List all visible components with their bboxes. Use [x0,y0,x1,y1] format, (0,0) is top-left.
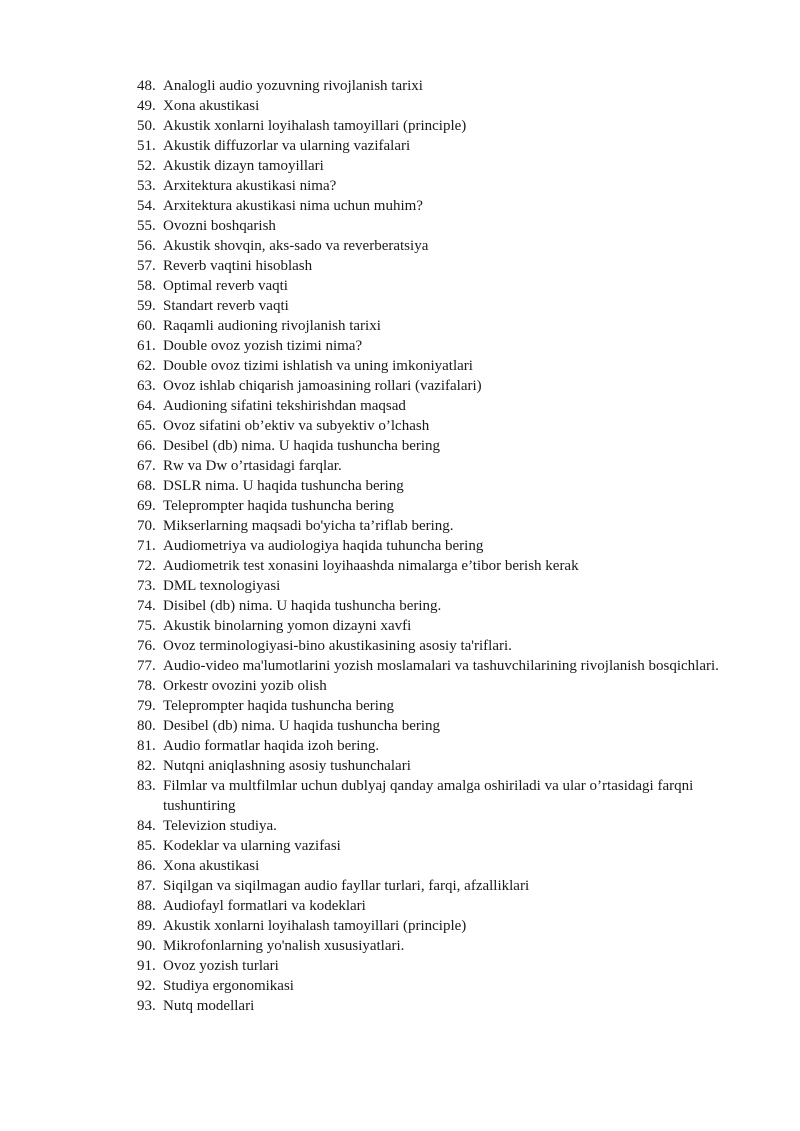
item-text: Akustik shovqin, aks-sado va reverberatsiya [163,238,429,254]
item-text: Mikrofonlarning yo'nalish xususiyatlari. [163,938,405,954]
item-number: 50. [137,118,156,134]
item-number: 74. [137,598,156,614]
item-text: Filmlar va multfilmlar uchun dublyaj qanday amalga oshiriladi va ular o’rtasidagi farqni tushuntiring [163,778,694,814]
item-number: 58. [137,278,156,294]
item-number: 60. [137,318,156,334]
item-text: Audiometriya va audiologiya haqida tuhuncha bering [163,538,484,554]
list-item [137,656,747,676]
item-number: 75. [137,618,156,634]
list-item [137,116,747,136]
item-number: 91. [137,958,156,974]
list-item [137,456,747,476]
item-number: 72. [137,558,156,574]
list-item [137,396,747,416]
item-text: Ovoz terminologiyasi-bino akustikasining asosiy ta'riflari. [163,638,512,654]
item-text: Rw va Dw o’rtasidagi farqlar. [163,458,342,474]
list-item [137,916,747,936]
item-number: 86. [137,858,156,874]
list-item [137,636,747,656]
item-text: Akustik dizayn tamoyillari [163,158,324,174]
item-number: 63. [137,378,156,394]
list-item [137,716,747,736]
item-text: Studiya ergonomikasi [163,978,294,994]
item-text: Ovoz ishlab chiqarish jamoasining rollari (vazifalari) [163,378,482,394]
item-number: 87. [137,878,156,894]
item-text: Orkestr ovozini yozib olish [163,678,327,694]
item-text: Akustik diffuzorlar va ularning vazifalari [163,138,411,154]
item-number: 49. [137,98,156,114]
item-number: 68. [137,478,156,494]
item-number: 89. [137,918,156,934]
item-text: Audiometrik test xonasini loyihaashda nimalarga e’tibor berish kerak [163,558,579,574]
item-number: 92. [137,978,156,994]
list-item [137,496,747,516]
list-item [137,956,747,976]
list-item [137,836,747,856]
list-item [137,576,747,596]
list-item [137,856,747,876]
item-number: 84. [137,818,156,834]
list-item [137,356,747,376]
item-number: 77. [137,658,156,674]
item-number: 54. [137,198,156,214]
item-text: Desibel (db) nima. U haqida tushuncha bering [163,718,441,734]
list-item [137,756,747,776]
item-number: 76. [137,638,156,654]
item-text: Audio-video ma'lumotlarini yozish moslamalari va tashuvchilarining rivojlanish bosqichlari. [163,658,719,674]
item-text: Nutq modellari [163,998,255,1014]
item-number: 48. [137,78,156,94]
item-text: Standart reverb vaqti [163,298,289,314]
item-text: Audiofayl formatlari va kodeklari [163,898,366,914]
list-item [137,236,747,256]
item-number: 51. [137,138,156,154]
item-text: Televizion studiya. [163,818,277,834]
list-item [137,696,747,716]
item-number: 61. [137,338,156,354]
list-item [137,296,747,316]
item-text: Ovozni boshqarish [163,218,276,234]
item-text: Audioning sifatini tekshirishdan maqsad [163,398,406,414]
item-text: Teleprompter haqida tushuncha bering [163,698,394,714]
list-item [137,76,747,96]
item-number: 52. [137,158,156,174]
item-text: Ovoz sifatini ob’ektiv va subyektiv o’lchash [163,418,430,434]
item-text: Nutqni aniqlashning asosiy tushunchalari [163,758,411,774]
item-text: DML texnologiyasi [163,578,281,594]
item-number: 57. [137,258,156,274]
item-number: 88. [137,898,156,914]
list-item [137,136,747,156]
list-item [137,476,747,496]
list-item [137,336,747,356]
item-text: Raqamli audioning rivojlanish tarixi [163,318,381,334]
list-item [137,176,747,196]
list-item [137,96,747,116]
list-item [137,556,747,576]
item-text: DSLR nima. U haqida tushuncha bering [163,478,404,494]
list-item [137,256,747,276]
item-text: Arxitektura akustikasi nima? [163,178,337,194]
item-text: Desibel (db) nima. U haqida tushuncha bering [163,438,441,454]
item-number: 81. [137,738,156,754]
list-item [137,676,747,696]
item-text: Audio formatlar haqida izoh bering. [163,738,380,754]
item-text: Akustik binolarning yomon dizayni xavfi [163,618,412,634]
item-number: 62. [137,358,156,374]
list-item [137,436,747,456]
item-number: 67. [137,458,156,474]
item-number: 53. [137,178,156,194]
item-text: Disibel (db) nima. U haqida tushuncha bering. [163,598,442,614]
item-text: Double ovoz tizimi ishlatish va uning imkoniyatlari [163,358,473,374]
item-text: Xona akustikasi [163,98,260,114]
item-text: Double ovoz yozish tizimi nima? [163,338,363,354]
list-item [137,536,747,556]
item-number: 71. [137,538,156,554]
list-item [137,416,747,436]
question-list [137,76,747,1016]
item-text: Akustik xonlarni loyihalash tamoyillari (principle) [163,118,467,134]
item-text: Akustik xonlarni loyihalash tamoyillari (principle) [163,918,467,934]
list-item [137,976,747,996]
item-text: Mikserlarning maqsadi bo'yicha ta’riflab bering. [163,518,454,534]
item-number: 59. [137,298,156,314]
list-item [137,816,747,836]
item-text: Siqilgan va siqilmagan audio fayllar turlari, farqi, afzalliklari [163,878,530,894]
list-item [137,276,747,296]
item-number: 85. [137,838,156,854]
list-item [137,216,747,236]
list-item [137,896,747,916]
list-item [137,876,747,896]
list-item [137,616,747,636]
list-item [137,196,747,216]
item-number: 73. [137,578,156,594]
item-text: Kodeklar va ularning vazifasi [163,838,341,854]
item-text: Arxitektura akustikasi nima uchun muhim? [163,198,423,214]
list-item [137,376,747,396]
item-number: 80. [137,718,156,734]
item-number: 55. [137,218,156,234]
item-number: 66. [137,438,156,454]
item-text: Optimal reverb vaqti [163,278,288,294]
list-item [137,596,747,616]
item-number: 65. [137,418,156,434]
item-text: Analogli audio yozuvning rivojlanish tarixi [163,78,423,94]
list-item [137,736,747,756]
item-number: 69. [137,498,156,514]
item-number: 70. [137,518,156,534]
item-text: Ovoz yozish turlari [163,958,279,974]
item-number: 56. [137,238,156,254]
list-item [137,936,747,956]
item-number: 78. [137,678,156,694]
list-item [137,776,747,816]
item-text: Teleprompter haqida tushuncha bering [163,498,394,514]
item-number: 79. [137,698,156,714]
item-number: 83. [137,778,156,794]
item-number: 64. [137,398,156,414]
item-number: 90. [137,938,156,954]
item-number: 82. [137,758,156,774]
item-text: Reverb vaqtini hisoblash [163,258,313,274]
list-item [137,516,747,536]
list-item [137,316,747,336]
item-number: 93. [137,998,156,1014]
list-item [137,156,747,176]
item-text: Xona akustikasi [163,858,260,874]
list-item [137,996,747,1016]
